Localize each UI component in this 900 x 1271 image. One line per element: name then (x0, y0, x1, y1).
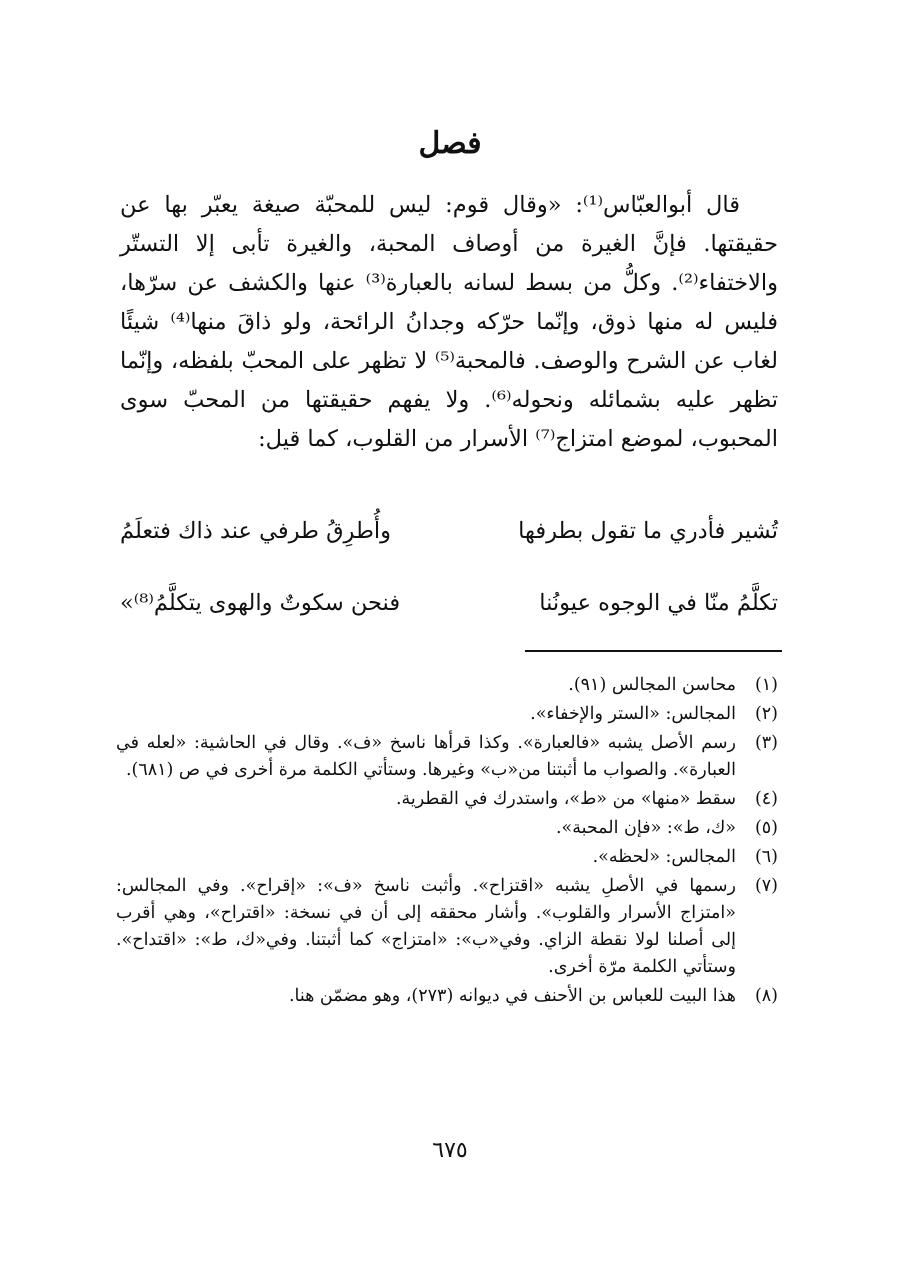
footnote-number: (٧) (754, 876, 778, 896)
verse-first-hemistich: تكلَّمُ منّا في الوجوه عيونُنا (539, 590, 778, 616)
section-heading: فصل (418, 126, 482, 161)
footnote (116, 815, 778, 842)
footnote-text: محاسن المجالس (٩١). (568, 675, 736, 695)
footnote-number: (٣) (754, 733, 778, 753)
footnote-text: رسمها في الأصلِ يشبه «اقتزاح». وأثبت ناسخ «ف»: «إقراح». وفي المجالس: «امتزاج الأسرار والقلوب». وأشار محققه إلى أن في نسخة: «اقتراح»، وهي أقرب إلى أصلنا لولا نقطة الزاي. وفي«ب»: «امتزاج» كما أثبتنا. وفي«ك، ط»: «اقتداح». وستأتي الكلمة مرّة أخرى. (116, 876, 736, 977)
footnote-text: المجالس: «لحظه». (592, 847, 736, 867)
verse-line (120, 512, 778, 550)
footnote (116, 983, 778, 1010)
footnote-number: (٨) (754, 986, 778, 1006)
footnote (116, 672, 778, 699)
footnote-text: هذا البيت للعباس بن الأحنف في ديوانه (٢٧٣)، وهو مضمّن هنا. (288, 986, 736, 1006)
footnote-number: (٢) (754, 704, 778, 724)
body-paragraph: قال أبوالعبّاس⁽¹⁾: «وقال قوم: ليس للمحبّة صيغة يعبّر بها عن حقيقتها. فإنَّ الغيرة من أوصاف المحبة، والغيرة تأبى إلا التستّر والاختفاء⁽²⁾. وكلُّ من بسط لسانه بالعبارة⁽³⁾ عنها والكشف عن سرّها، فليس له منها ذوق، وإنّما حرّكه وجدانُ الرائحة، ولو ذاقَ منها⁽⁴⁾ شيئًا لغاب عن الشرح والوصف. فالمحبة⁽⁵⁾ لا تظهر على المحبّ بلفظه، وإنّما تظهر عليه بشمائله ونحوله⁽⁶⁾. ولا يفهم حقيقتها من المحبّ سوى المحبوب، لموضع امتزاج⁽⁷⁾ الأسرار من القلوب، كما قيل: (120, 192, 778, 452)
page-number: ٦٧٥ (432, 1138, 468, 1163)
footnote-text: «ك، ط»: «فإن المحبة». (555, 818, 736, 838)
footnote-number: (٦) (754, 847, 778, 867)
footnote-number: (٤) (754, 789, 778, 809)
verse-second-hemistich: فنحن سكوتٌ والهوى يتكلَّمُ⁽⁸⁾» (120, 590, 401, 616)
verse-first-hemistich: تُشير فأدري ما تقول بطرفها (518, 518, 778, 544)
footnote (116, 873, 778, 981)
main-text (120, 186, 778, 459)
footnote (116, 844, 778, 871)
footnote (116, 730, 778, 784)
poem-verses (120, 512, 778, 656)
footnote-text: سقط «منها» من «ط»، واستدرك في القطرية. (395, 789, 736, 809)
footnote-text: رسم الأصل يشبه «فالعبارة». وكذا قرأها ناسخ «ف». وقال في الحاشية: «لعله في العبارة». والصواب ما أثبتنا من«ب» وغيرها. وستأتي الكلمة مرة أخرى في ص (٦٨١). (116, 733, 736, 780)
verse-line (120, 584, 778, 622)
footnote-text: المجالس: «الستر والإخفاء». (530, 704, 736, 724)
footnote (116, 786, 778, 813)
footnotes (116, 672, 778, 1012)
footnote (116, 701, 778, 728)
footnote-separator (525, 650, 782, 652)
verse-second-hemistich: وأُطرِقُ طرفي عند ذاك فتعلَمُ (120, 518, 391, 544)
footnote-number: (٥) (754, 818, 778, 838)
footnote-number: (١) (754, 675, 778, 695)
